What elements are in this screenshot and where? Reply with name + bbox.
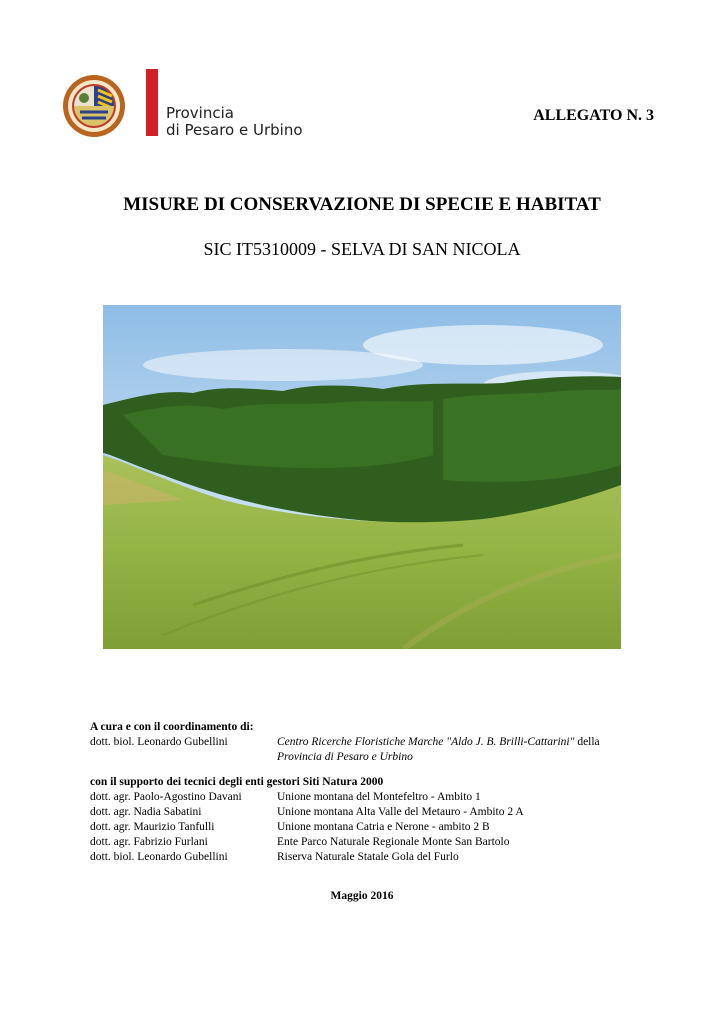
institution-name: Centro Ricerche Floristiche Marche "Aldo J. B. Brilli-Cattarini" bbox=[277, 736, 575, 748]
support-row bbox=[90, 820, 650, 835]
support-org: Unione montana Alta Valle del Metauro - Ambito 2 A bbox=[277, 806, 524, 818]
province-seal-icon bbox=[62, 74, 126, 138]
support-name: dott. agr. Nadia Sabatini bbox=[90, 806, 202, 818]
brand-name bbox=[166, 105, 303, 139]
landscape-photo bbox=[103, 305, 621, 649]
support-name: dott. agr. Maurizio Tanfulli bbox=[90, 821, 215, 833]
document-title: MISURE DI CONSERVAZIONE DI SPECIE E HABITAT bbox=[123, 194, 601, 215]
support-row bbox=[90, 805, 650, 820]
coordinator-institution bbox=[277, 735, 627, 765]
support-org: Riserva Naturale Statale Gola del Furlo bbox=[277, 851, 459, 863]
support-row bbox=[90, 835, 650, 850]
support-list bbox=[90, 790, 650, 865]
support-row bbox=[90, 790, 650, 805]
institution-province: Provincia di Pesaro e Urbino bbox=[277, 751, 413, 763]
document-subtitle: SIC IT5310009 - SELVA DI SAN NICOLA bbox=[203, 239, 521, 259]
support-org: Ente Parco Naturale Regionale Monte San Bartolo bbox=[277, 836, 510, 848]
publication-date: Maggio 2016 bbox=[330, 890, 394, 902]
coordinator-name: dott. biol. Leonardo Gubellini bbox=[90, 736, 228, 748]
support-name: dott. agr. Paolo-Agostino Davani bbox=[90, 791, 242, 803]
brand-line-1: Provincia bbox=[166, 104, 234, 122]
brand-line-2: di Pesaro e Urbino bbox=[166, 121, 303, 139]
allegato-label: ALLEGATO N. 3 bbox=[533, 107, 654, 124]
brand-bar bbox=[146, 69, 158, 136]
coordination-heading: A cura e con il coordinamento di: bbox=[90, 721, 254, 733]
support-heading: con il supporto dei tecnici degli enti gestori Siti Natura 2000 bbox=[90, 776, 384, 788]
institution-connector: della bbox=[574, 736, 600, 748]
support-org: Unione montana Catria e Nerone - ambito 2 B bbox=[277, 821, 490, 833]
support-org: Unione montana del Montefeltro - Ambito 1 bbox=[277, 791, 481, 803]
support-name: dott. biol. Leonardo Gubellini bbox=[90, 851, 228, 863]
support-name: dott. agr. Fabrizio Furlani bbox=[90, 836, 208, 848]
support-row bbox=[90, 850, 650, 865]
